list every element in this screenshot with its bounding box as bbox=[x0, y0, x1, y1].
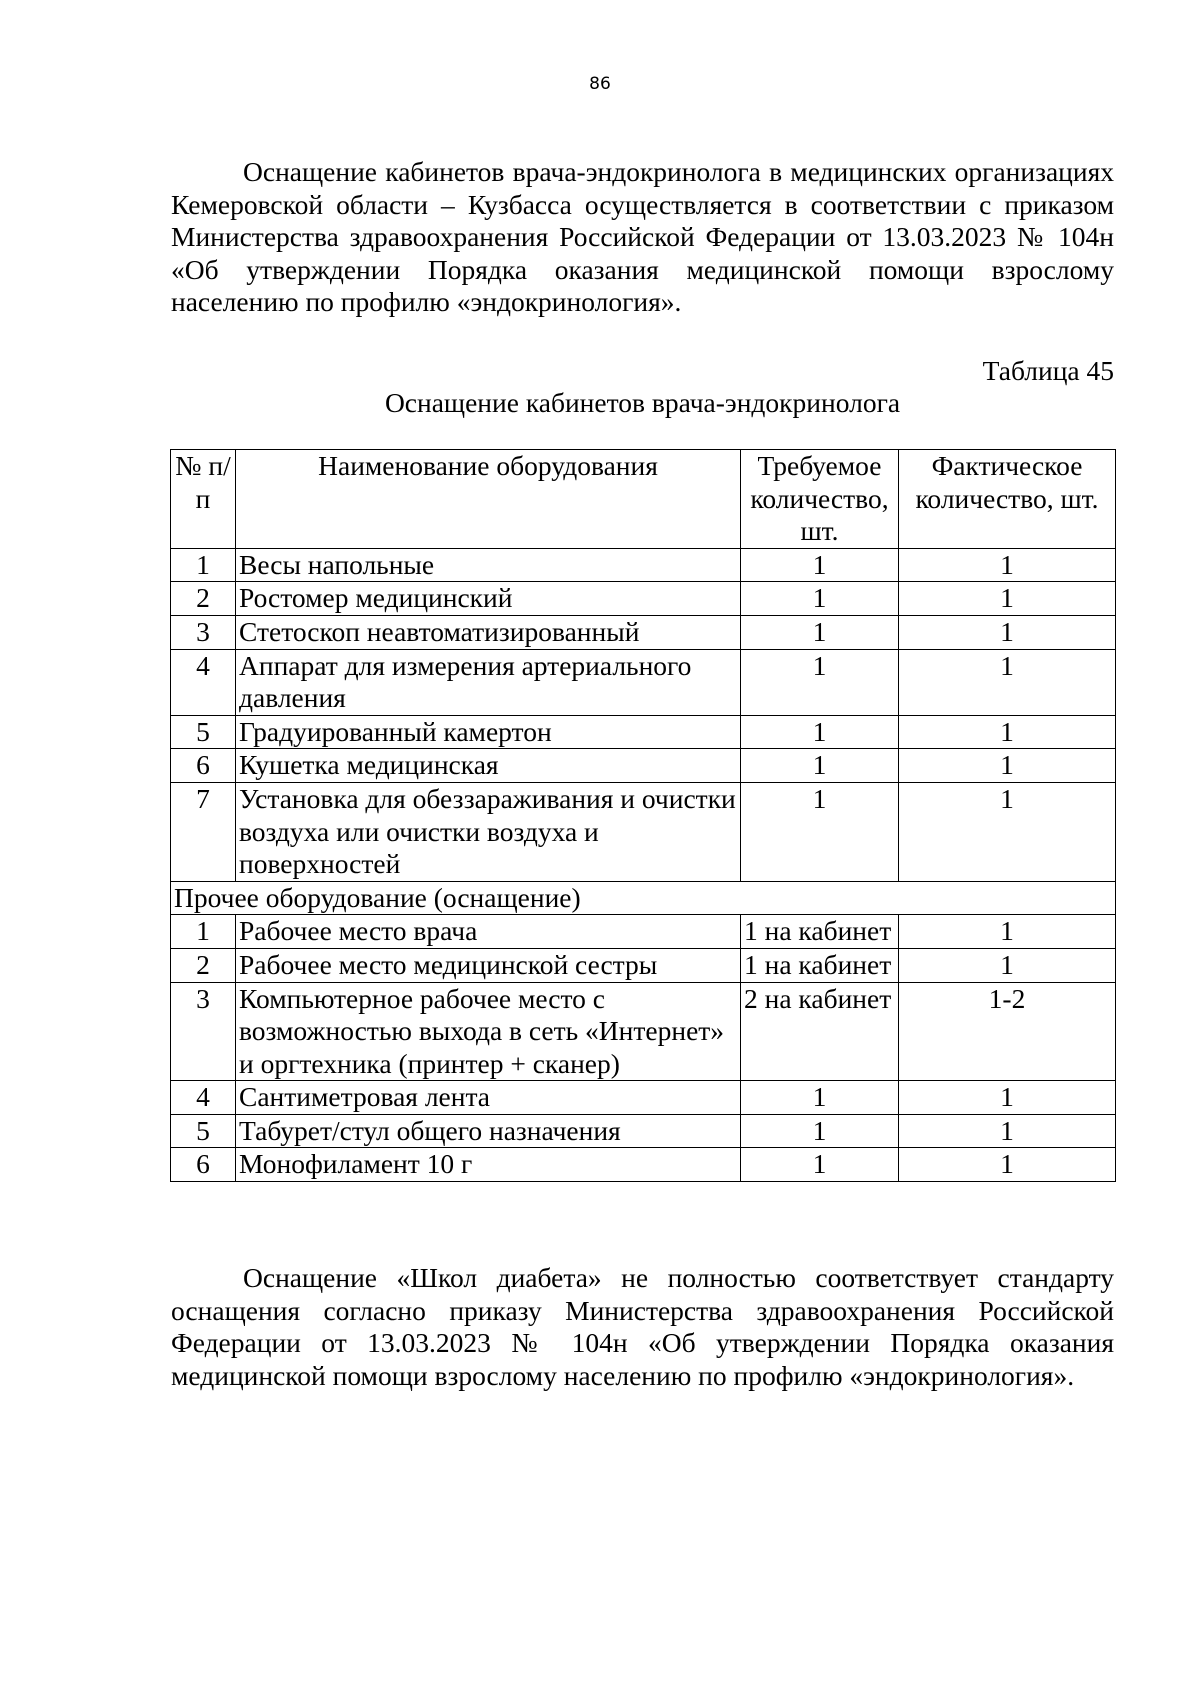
row-required: 1 bbox=[741, 582, 899, 616]
row-required: 1 bbox=[741, 715, 899, 749]
row-name: Табурет/стул общего назначения bbox=[236, 1114, 741, 1148]
row-num: 3 bbox=[171, 982, 236, 1081]
row-required: 1 bbox=[741, 615, 899, 649]
row-actual: 1 bbox=[899, 1081, 1116, 1115]
table-row bbox=[171, 782, 1116, 881]
row-num: 3 bbox=[171, 615, 236, 649]
row-actual: 1 bbox=[899, 1148, 1116, 1182]
intro-paragraph: Оснащение кабинетов врача-эндокринолога в медицинских организациях Кемеровской области – Кузбасса осуществляется в соответствии с приказом Министерства здравоохранения Российской Федерации от 13.03.2023 № 104н «Об утверждении Порядка оказания медицинской помощи взрослому населению по профилю «эндокринология». bbox=[171, 156, 1114, 318]
header-actual: Фактическое количество, шт. bbox=[899, 450, 1116, 549]
row-num: 2 bbox=[171, 582, 236, 616]
section-row bbox=[171, 881, 1116, 915]
row-required: 1 на кабинет bbox=[741, 948, 899, 982]
table-row bbox=[171, 715, 1116, 749]
equipment-table bbox=[170, 449, 1116, 1182]
table-row bbox=[171, 1114, 1116, 1148]
row-num: 1 bbox=[171, 548, 236, 582]
row-actual: 1 bbox=[899, 749, 1116, 783]
table-header-row bbox=[171, 450, 1116, 549]
table-row bbox=[171, 1148, 1116, 1182]
row-name: Монофиламент 10 г bbox=[236, 1148, 741, 1182]
table-row bbox=[171, 582, 1116, 616]
row-name: Кушетка медицинская bbox=[236, 749, 741, 783]
table-row bbox=[171, 749, 1116, 783]
row-actual: 1 bbox=[899, 915, 1116, 949]
row-required: 1 bbox=[741, 1148, 899, 1182]
row-actual: 1 bbox=[899, 548, 1116, 582]
row-name: Градуированный камертон bbox=[236, 715, 741, 749]
row-name: Ростомер медицинский bbox=[236, 582, 741, 616]
row-required: 1 bbox=[741, 1081, 899, 1115]
row-actual: 1 bbox=[899, 615, 1116, 649]
row-actual: 1 bbox=[899, 649, 1116, 715]
row-num: 7 bbox=[171, 782, 236, 881]
table-row bbox=[171, 548, 1116, 582]
row-num: 5 bbox=[171, 1114, 236, 1148]
header-name: Наименование оборудования bbox=[236, 450, 741, 549]
row-actual: 1 bbox=[899, 948, 1116, 982]
row-name: Компьютерное рабочее место с возможностью выхода в сеть «Интернет» и оргтехника (принтер + сканер) bbox=[236, 982, 741, 1081]
closing-paragraph: Оснащение «Школ диабета» не полностью соответствует стандарту оснащения согласно приказу Министерства здравоохранения Российской Федерации от 13.03.2023 № 104н «Об утверждении Порядка оказания медицинской помощи взрослому населению по профилю «эндокринология». bbox=[171, 1262, 1114, 1391]
table-row bbox=[171, 649, 1116, 715]
row-name: Сантиметровая лента bbox=[236, 1081, 741, 1115]
row-num: 4 bbox=[171, 649, 236, 715]
section-title: Прочее оборудование (оснащение) bbox=[171, 881, 1116, 915]
row-name: Рабочее место врача bbox=[236, 915, 741, 949]
row-required: 1 bbox=[741, 749, 899, 783]
row-name: Аппарат для измерения артериального давления bbox=[236, 649, 741, 715]
page-number: 86 bbox=[589, 74, 611, 94]
row-num: 6 bbox=[171, 1148, 236, 1182]
header-required: Требуемое количество, шт. bbox=[741, 450, 899, 549]
row-num: 5 bbox=[171, 715, 236, 749]
row-required: 2 на кабинет bbox=[741, 982, 899, 1081]
table-row bbox=[171, 615, 1116, 649]
row-required: 1 bbox=[741, 782, 899, 881]
row-num: 6 bbox=[171, 749, 236, 783]
table-row bbox=[171, 948, 1116, 982]
table-number: Таблица 45 bbox=[982, 355, 1114, 386]
row-required: 1 bbox=[741, 649, 899, 715]
table-row bbox=[171, 982, 1116, 1081]
row-actual: 1 bbox=[899, 782, 1116, 881]
row-actual: 1 bbox=[899, 582, 1116, 616]
row-name: Весы напольные bbox=[236, 548, 741, 582]
row-required: 1 bbox=[741, 1114, 899, 1148]
row-num: 4 bbox=[171, 1081, 236, 1115]
row-required: 1 на кабинет bbox=[741, 915, 899, 949]
row-name: Стетоскоп неавтоматизированный bbox=[236, 615, 741, 649]
row-name: Установка для обеззараживания и очистки воздуха или очистки воздуха и поверхностей bbox=[236, 782, 741, 881]
table-row bbox=[171, 915, 1116, 949]
row-name: Рабочее место медицинской сестры bbox=[236, 948, 741, 982]
row-actual: 1-2 bbox=[899, 982, 1116, 1081]
row-actual: 1 bbox=[899, 715, 1116, 749]
header-num: № п/п bbox=[171, 450, 236, 549]
table-caption: Оснащение кабинетов врача-эндокринолога bbox=[384, 387, 901, 418]
row-num: 2 bbox=[171, 948, 236, 982]
table-row bbox=[171, 1081, 1116, 1115]
row-required: 1 bbox=[741, 548, 899, 582]
row-actual: 1 bbox=[899, 1114, 1116, 1148]
row-num: 1 bbox=[171, 915, 236, 949]
